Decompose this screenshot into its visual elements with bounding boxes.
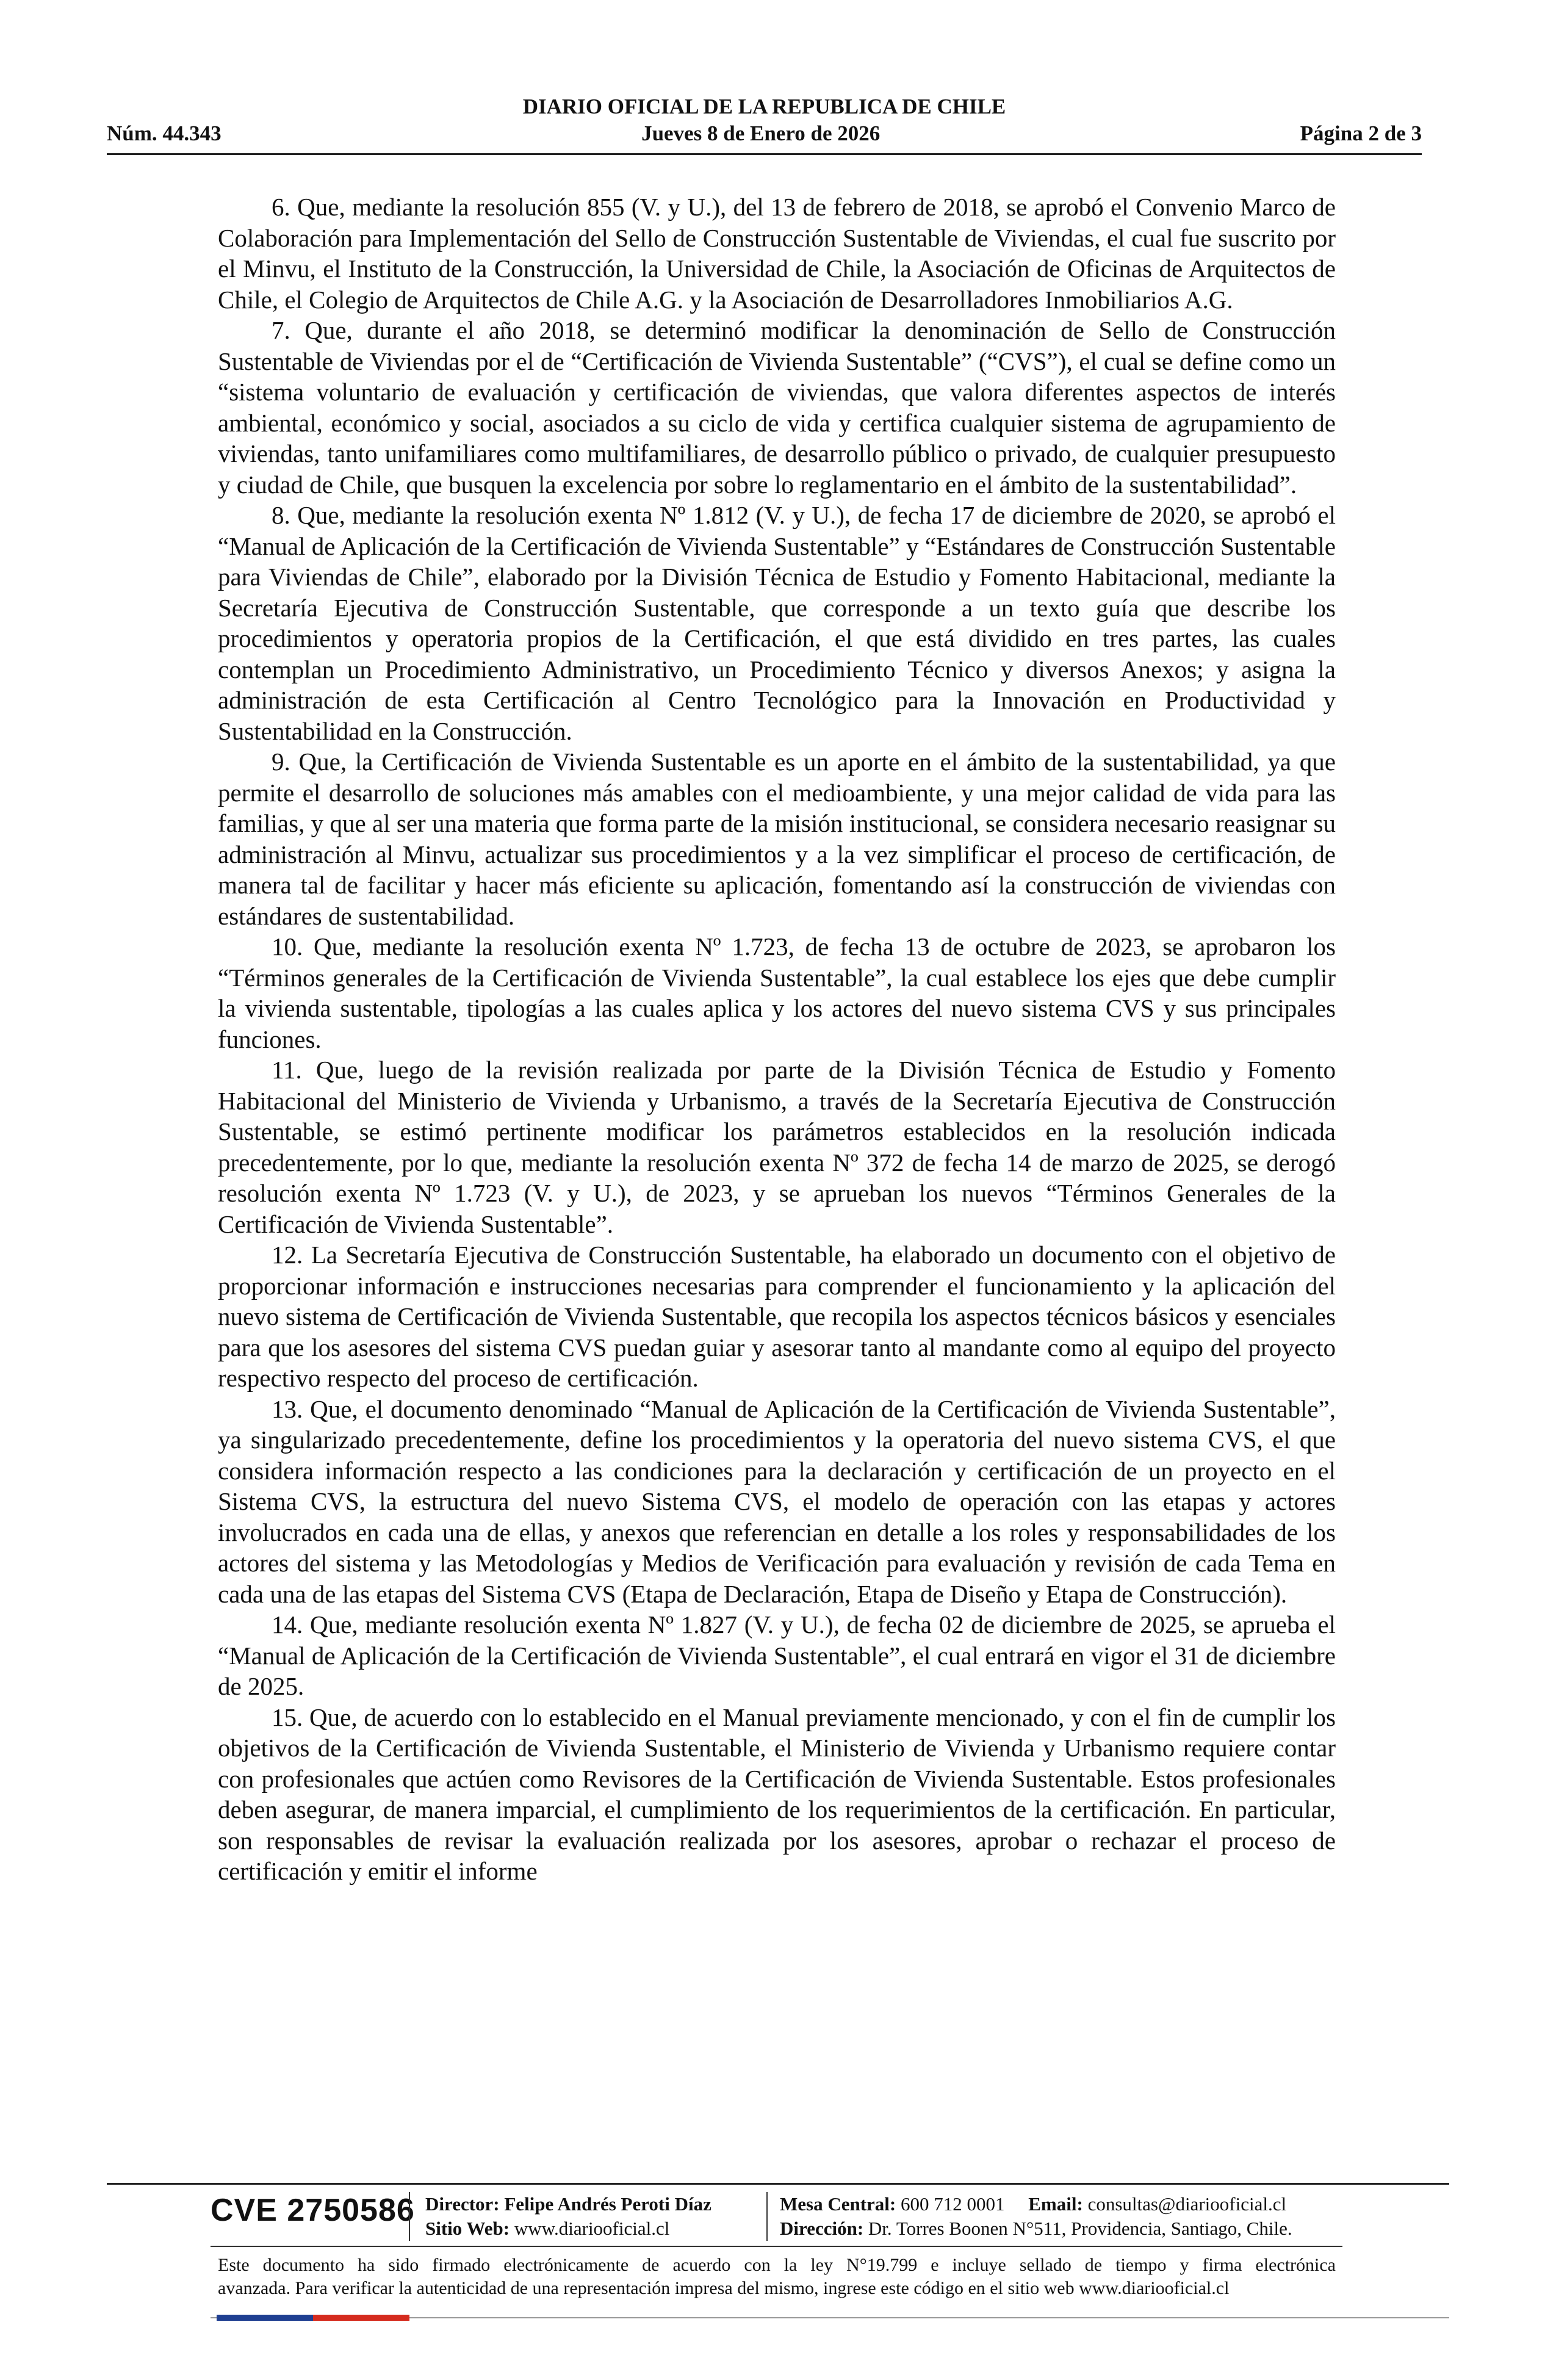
cve-code: CVE 2750586 [211, 2193, 415, 2228]
newspaper-title: DIARIO OFICIAL DE LA REPUBLICA DE CHILE [522, 95, 1006, 118]
paragraph-13: 13. Que, el documento denominado “Manual de Aplicación de la Certificación de Vivienda Sustentable”, ya singularizado precedentemente, define los procedimientos y la operatoria del nuevo sistema CVS, el que considera información respecto a las condiciones para la declaración y certificación de un proyecto en el Sistema CVS, la estructura del nuevo Sistema CVS, el modelo de operación con las etapas y actores involucrados en cada una de ellas, y anexos que referencian en detalle a los roles y responsabilidades de los actores del sistema y las Metodologías y Medios de Verificación para evaluación y revisión de cada Tema en cada una de las etapas del Sistema CVS (Etapa de Declaración, Etapa de Diseño y Etapa de Construcción). [218, 1394, 1336, 1608]
footer-divider [211, 2246, 1342, 2247]
paragraph-8: 8. Que, mediante la resolución exenta Nº 1.812 (V. y U.), de fecha 17 de diciembre de 2020, se aprobó el “Manual de Aplicación de la Certificación de Vivienda Sustentable” y “Estándares de Construcción Sustentable para Viviendas de Chile”, elaborado por la División Técnica de Estudio y Fomento Habitacional, mediante la Secretaría Ejecutiva de Construcción Sustentable, que corresponde a un texto guía que describe los procedimientos y operatoria propios de la Certificación, el que está dividido en tres partes, las cuales contemplan un Procedimiento Administrativo, un Procedimiento Técnico y diversos Anexos; y asigna la administración de esta Certificación al Centro Tecnológico para la Innovación en Productividad y Sustentabilidad en la Construcción. [218, 501, 1336, 745]
legal-line: Este documento ha sido firmado electrónicamente de acuerdo con la ley N°19.799 e incluye sellado de tiempo y firma electrónica [218, 2255, 1336, 2275]
web-label: Sitio Web: [425, 2218, 510, 2239]
footer-separator [766, 2192, 768, 2241]
footer-separator [409, 2192, 410, 2241]
paragraph-14: 14. Que, mediante resolución exenta Nº 1.827 (V. y U.), de fecha 02 de diciembre de 2025, se aprueba el “Manual de Aplicación de la Certificación de Vivienda Sustentable”, el cual entrará en vigor el 31 de diciembre de 2025. [218, 1610, 1336, 1700]
footer-divider [107, 2183, 1449, 2185]
mesa-label: Mesa Central: [780, 2193, 896, 2215]
email-label: Email: [1028, 2193, 1083, 2215]
legal-notice [218, 2254, 1336, 2300]
paragraph-6: 6. Que, mediante la resolución 855 (V. y U.), del 13 de febrero de 2018, se aprobó el Convenio Marco de Colaboración para Implementación del Sello de Construcción Sustentable de Viviendas, el cual fue suscrito por el Minvu, el Instituto de la Construcción, la Universidad de Chile, la Asociación de Oficinas de Arquitectos de Chile, el Colegio de Arquitectos de Chile A.G. y la Asociación de Desarrolladores Inmobiliarios A.G. [218, 193, 1336, 314]
director-name: Felipe Andrés Peroti Díaz [504, 2193, 711, 2215]
issue-number: Núm. 44.343 [107, 121, 222, 145]
flag-blue-stripe [217, 2315, 313, 2321]
paragraph-7: 7. Que, durante el año 2018, se determinó modificar la denominación de Sello de Construcción Sustentable de Viviendas por el de “Certificación de Vivienda Sustentable” (“CVS”), el cual se define como un “sistema voluntario de evaluación y certificación de viviendas, que valora diferentes aspectos de interés ambiental, económico y social, asociados a su ciclo de vida y certifica cualquier sistema de agrupamiento de viviendas, tanto unifamiliares como multifamiliares, de desarrollo público o privado, de cualquier presupuesto y ciudad de Chile, que busquen la excelencia por sobre lo reglamentario en el ámbito de la sustentabilidad”. [218, 316, 1336, 499]
page-header [107, 95, 1422, 153]
paragraph-10: 10. Que, mediante la resolución exenta Nº 1.723, de fecha 13 de octubre de 2023, se aprobaron los “Términos generales de la Certificación de Vivienda Sustentable”, la cual establece los ejes que debe cumplir la vivienda sustentable, tipologías a las cuales aplica y los actores del nuevo sistema CVS y sus principales funciones. [218, 932, 1336, 1053]
flag-red-stripe [313, 2315, 409, 2321]
issue-date: Jueves 8 de Enero de 2026 [641, 121, 881, 145]
address-value: Dr. Torres Boonen N°511, Providencia, Santiago, Chile. [868, 2218, 1292, 2239]
legal-line: avanzada. Para verificar la autenticidad de una representación impresa del mismo, ingrese este código en el sitio web www.diariooficial.cl [218, 2278, 1230, 2298]
paragraph-12: 12. La Secretaría Ejecutiva de Construcción Sustentable, ha elaborado un documento con el objetivo de proporcionar información e instrucciones necesarias para comprender el funcionamiento y la aplicación del nuevo sistema de Certificación de Vivienda Sustentable, que recopila los aspectos técnicos básicos y esenciales para que los asesores del sistema CVS puedan guiar y asesorar tanto al mandante como al equipo del proyecto respectivo respecto del proceso de certificación. [218, 1241, 1336, 1392]
paragraph-11: 11. Que, luego de la revisión realizada por parte de la División Técnica de Estudio y Fomento Habitacional del Ministerio de Vivienda y Urbanismo, a través de la Secretaría Ejecutiva de Construcción Sustentable, se estimó pertinente modificar los parámetros establecidos en la resolución indicada precedentemente, por lo que, mediante la resolución exenta Nº 372 de fecha 14 de marzo de 2025, se derogó resolución exenta Nº 1.723 (V. y U.), de 2023, y se aprueban los nuevos “Términos Generales de la Certificación de Vivienda Sustentable”. [218, 1056, 1336, 1238]
header-divider [107, 153, 1422, 155]
document-body [218, 192, 1336, 1887]
mesa-phone: 600 712 0001 [901, 2193, 1005, 2215]
footer-contact-block [780, 2192, 1292, 2241]
address-label: Dirección: [780, 2218, 864, 2239]
email-link[interactable]: consultas@diariooficial.cl [1087, 2193, 1287, 2215]
paragraph-9: 9. Que, la Certificación de Vivienda Sustentable es un aporte en el ámbito de la sustentabilidad, ya que permite el desarrollo de soluciones más amables con el medioambiente, y una mejor calidad de vida para las familias, y que al ser una materia que forma parte de la misión institucional, se considera necesario reasignar su administración al Minvu, actualizar sus procedimientos y a la vez simplificar el proceso de certificación, de manera tal de facilitar y hacer más eficiente su aplicación, fomentando así la construcción de viviendas con estándares de sustentabilidad. [218, 748, 1336, 930]
page-number: Página 2 de 3 [1300, 121, 1422, 145]
web-link[interactable]: www.diariooficial.cl [514, 2218, 670, 2239]
header-row [107, 121, 1422, 146]
director-label: Director: [425, 2193, 500, 2215]
paragraph-15: 15. Que, de acuerdo con lo establecido en el Manual previamente mencionado, y con el fin de cumplir los objetivos de la Certificación de Vivienda Sustentable, el Ministerio de Vivienda y Urbanismo requiere contar con profesionales que actúen como Revisores de la Certificación de Vivienda Sustentable. Estos profesionales deben asegurar, de manera imparcial, el cumplimiento de los requerimientos de la certificación. En particular, son responsables de revisar la evaluación realizada por los asesores, aprobar o rechazar el proceso de certificación y emitir el informe [218, 1703, 1336, 1885]
footer-director-block [425, 2192, 711, 2241]
flag-stripe [217, 2315, 409, 2321]
